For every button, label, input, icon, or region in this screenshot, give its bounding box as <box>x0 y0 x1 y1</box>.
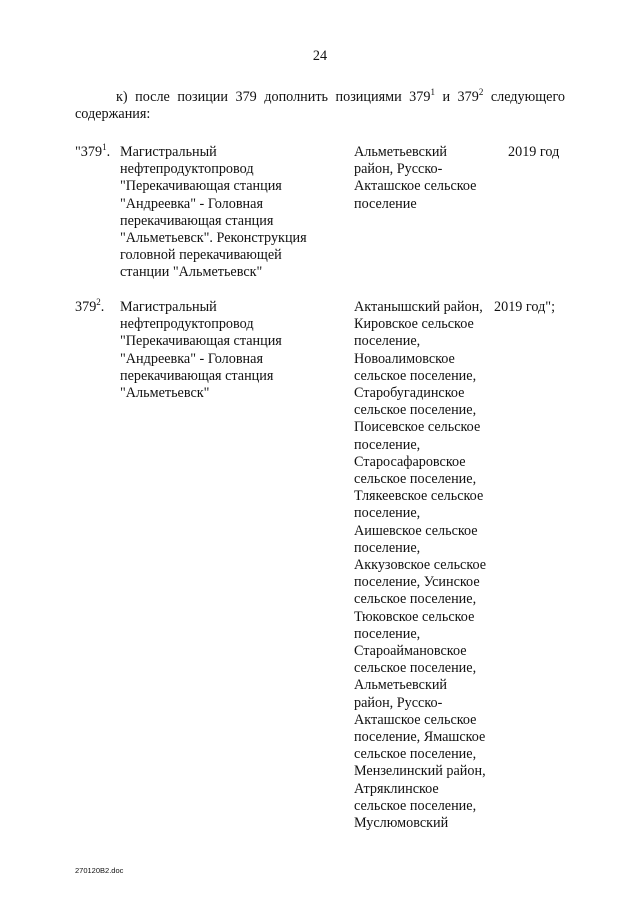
intro-line-2: содержания: <box>75 106 151 123</box>
intro-text-c: следующего <box>483 89 566 105</box>
intro-text-a: к) после позиции 379 дополнить позициями 379 <box>116 89 431 105</box>
entry-number-superscript: 2 <box>96 297 101 307</box>
page-number: 24 <box>312 48 328 64</box>
entry-number <box>75 144 110 161</box>
entry-number-dot: . <box>100 299 105 315</box>
intro-paragraph <box>75 89 565 123</box>
entry-object-description: Магистральный нефтепродуктопровод "Перекачивающая станция "Андреевка" - Головная перекачивающая станция "Альметьевск". Реконструкция головной перекачивающей станции "Альметьевск" <box>120 144 307 281</box>
entry-location: Альметьевский район, Русско- Акташское сельское поселение <box>354 144 477 212</box>
intro-text-b: и 379 <box>434 89 479 105</box>
entry-object-description: Магистральный нефтепродуктопровод "Перекачивающая станция "Андреевка" - Головная перекачивающая станция "Альметьевск" <box>120 299 282 402</box>
intro-line-1 <box>75 89 565 106</box>
entry-number-superscript: 1 <box>102 142 107 152</box>
document-filename: 270120B2.doc <box>75 866 124 875</box>
intro-superscript-2: 2 <box>478 87 484 97</box>
entry-year: 2019 год <box>508 144 560 160</box>
entry-number-text: 379 <box>75 299 97 315</box>
entry-number <box>75 299 104 316</box>
entry-number-text: "379 <box>75 144 103 160</box>
entry-number-dot: . <box>106 144 111 160</box>
intro-superscript-1: 1 <box>430 87 435 97</box>
entry-year: 2019 год"; <box>494 299 556 315</box>
entry-location: Актанышский район, Кировское сельское поселение, Новоалимовское сельское поселение, Старобугадинское сельское поселение, Поисевское сельское поселение, Старосафаровское сельское поселение, Тлякеевское сельское поселение, Аишевское сельское поселение, Аккузовское сельское поселение, Усинское сельское поселение, Тюковское сельское поселение, Староаймановское сельское поселение, Альметьевский район, Русско- Акташское сельское поселение, Ямашское сельское поселение, Мензелинский район, Атряклинское сельское поселение, Муслюмовский <box>354 299 487 832</box>
